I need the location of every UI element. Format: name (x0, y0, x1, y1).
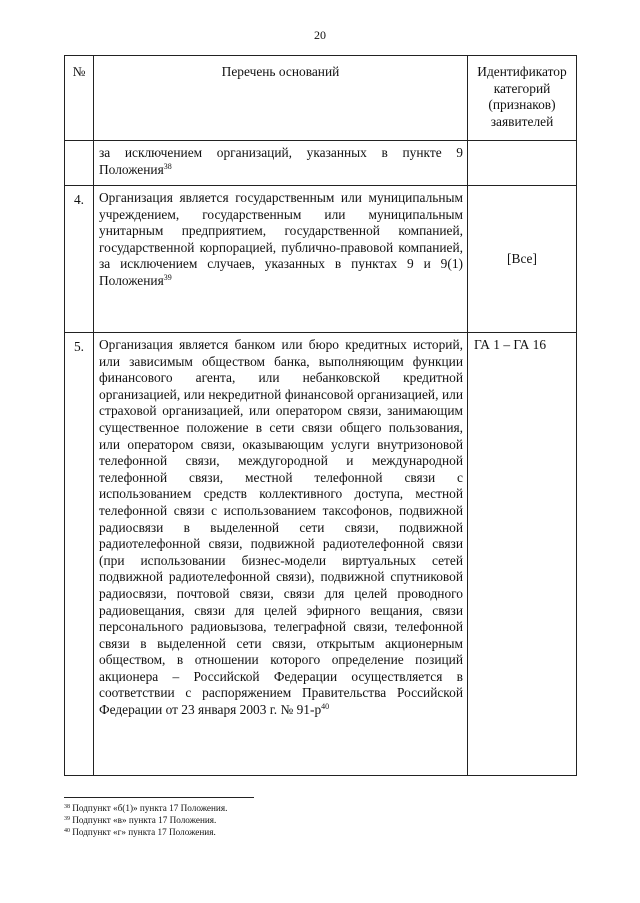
table-header-row (65, 56, 577, 141)
row-identifier: [Все] (468, 186, 577, 333)
footnote-mark: 40 (64, 828, 70, 834)
row-identifier: ГА 1 – ГА 16 (468, 333, 577, 776)
footnote (64, 814, 564, 826)
row-number: 4. (65, 186, 94, 333)
footnotes (64, 802, 564, 838)
row-text (94, 333, 468, 776)
footnote-ref: 38 (163, 161, 172, 171)
row-text-body: Организация является государственным или муниципальным учреждением, государственным или муниципальным унитарным предприятием, государственной компанией, государственной корпорацией, публично-правовой компанией, за исключением случаев, указанных в пунктах 9 и 9(1) Положения (99, 190, 463, 288)
row-text (94, 186, 468, 333)
grounds-table (64, 55, 577, 776)
table-row (65, 141, 577, 186)
row-text-body: Организация является банком или бюро кредитных историй, или зависимым обществом банка, выполняющим функции финансового агента, или небанковской кредитной организацией, или некредитной финансовой организацией, или страховой организацией, или оператором связи, занимающим существенное положение в сети связи общего пользования, или оператором связи, оказывающим услуги внутризоновой телефонной связи, междугородной и международной телефонной связи, местной телефонной связи с использованием средств коллективного доступа, местной телефонной связи с использованием таксофонов, подвижной радиосвязи в выделенной сети связи, подвижной радиотелефонной связи, подвижной радиотелефонной связи (при использовании бизнес-модели виртуальных сетей подвижной радиотелефонной связи), подвижной спутниковой радиосвязи, почтовой связи, связи для целей проводного радиовещания, связи для целей эфирного вещания, связи персонального радиовызова, телеграфной связи, телефонной связи в выделенной сети связи, открытым акционерным обществом, в отношении которого определение позиций акционера – Российской Федерации осуществляется в соответствии с распоряжением Правительства Российской Федерации от 23 января 2003 г. № 91-р (99, 337, 463, 718)
footnote-mark: 39 (64, 816, 70, 822)
row-identifier (468, 141, 577, 186)
header-category-identifier: Идентификатор категорий (признаков) заявителей (468, 56, 577, 141)
footnote-ref: 40 (321, 702, 330, 712)
footnote-text: Подпункт «б(1)» пункта 17 Положения. (72, 803, 228, 813)
footnote (64, 802, 564, 814)
row-number (65, 141, 94, 186)
page-number: 20 (314, 28, 326, 42)
row-text (94, 141, 468, 186)
header-grounds-list: Перечень оснований (94, 56, 468, 141)
footnote (64, 826, 564, 838)
footnote-mark: 38 (64, 804, 70, 810)
footnote-text: Подпункт «г» пункта 17 Положения. (72, 827, 216, 837)
table-row (65, 186, 577, 333)
footnote-text: Подпункт «в» пункта 17 Положения. (72, 815, 217, 825)
row-text-body: за исключением организаций, указанных в пункте 9 Положения (99, 145, 463, 177)
row-number: 5. (65, 333, 94, 776)
table-row (65, 333, 577, 776)
footnote-ref: 39 (163, 272, 172, 282)
header-number: № (65, 56, 94, 141)
footnote-separator (64, 797, 254, 798)
